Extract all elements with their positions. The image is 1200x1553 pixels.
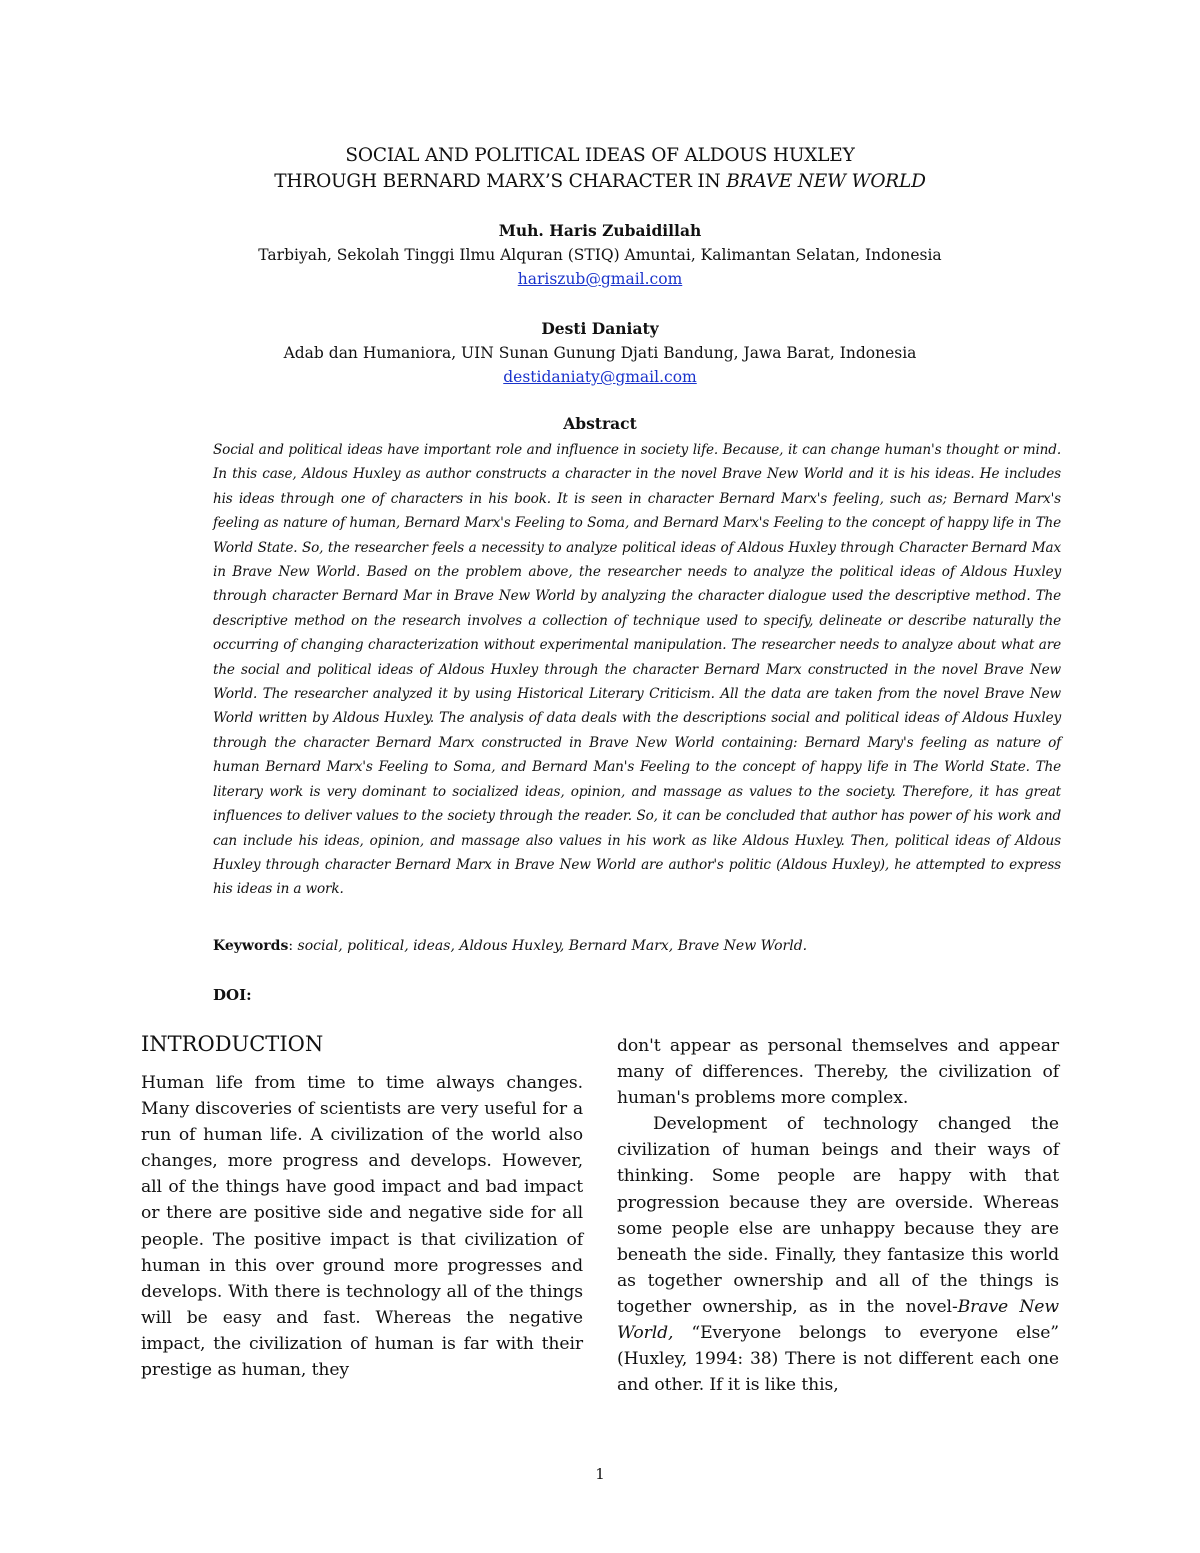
author-2 bbox=[140, 317, 1060, 389]
intro-paragraph-1-continued: don't appear as personal themselves and appear many of differences. Thereby, the civilization of human's problems more complex. bbox=[617, 1036, 1059, 1109]
intro-paragraph-1: Human life from time to time always changes. Many discoveries of scientists are very useful for a run of human life. A civilization of the world also changes, more progress and develops. However, all of the things have good impact and bad impact or there are positive side and negative side for all people. The positive impact is that civilization of human in this over ground more progresses and develops. With there is technology all of the things will be easy and fast. Whereas the negative impact, the civilization of human is far with their prestige as human, they bbox=[141, 1073, 583, 1381]
abstract-body: Social and political ideas have important role and influence in society life. Because, it can change human's thought or mind. In this case, Aldous Huxley as author constructs a character in the novel Brave New World and it is his ideas. He includes his ideas through one of characters in his book. It is seen in character Bernard Marx's feeling, such as; Bernard Marx's feeling as nature of human, Bernard Marx's Feeling to Soma, and Bernard Marx's Feeling to the concept of happy life in The World State. So, the researcher feels a necessity to analyze political ideas of Aldous Huxley through Character Bernard Max in Brave New World. Based on the problem above, the researcher needs to analyze the political ideas of Aldous Huxley through character Bernard Mar in Brave New World by analyzing the character dialogue used the descriptive method. The descriptive method on the research involves a collection of technique used to specify, delineate or describe naturally the occurring of changing characterization without experimental manipulation. The researcher needs to analyze about what are the social and political ideas of Aldous Huxley through the character Bernard Marx constructed in the novel Brave New World. The researcher analyzed it by using Historical Literary Criticism. All the data are taken from the novel Brave New World written by Aldous Huxley. The analysis of data deals with the descriptions social and political ideas of Aldous Huxley through the character Bernard Marx constructed in Brave New World containing: Bernard Mary's feeling as nature of human Bernard Marx's Feeling to Soma, and Bernard Man's Feeling to the concept of happy life in The World State. The literary work is very dominant to socialized ideas, opinion, and massage as values to the society. Therefore, it has great influences to deliver values to the society through the reader. So, it can be concluded that author has power of his work and can include his ideas, opinion, and massage also values in his work as like Aldous Huxley. Then, political ideas of Aldous Huxley through character Bernard Marx in Brave New World are author's politic (Aldous Huxley), he attempted to express his ideas in a work. bbox=[213, 442, 1061, 898]
title-line-1: SOCIAL AND POLITICAL IDEAS OF ALDOUS HUXLEY bbox=[345, 145, 855, 166]
author-email-link[interactable]: destidaniaty@gmail.com bbox=[503, 368, 697, 386]
intro-paragraph-2 bbox=[617, 1111, 1059, 1398]
title-line-2 bbox=[140, 169, 1060, 195]
title-line-2-italic: BRAVE NEW WORLD bbox=[726, 171, 926, 192]
left-column bbox=[141, 1030, 583, 1383]
keywords-label: Keywords bbox=[213, 938, 289, 954]
novel-title-italic: Brave New World, bbox=[617, 1296, 1059, 1344]
right-column bbox=[617, 1033, 1059, 1398]
keywords-text: social, political, ideas, Aldous Huxley, Bernard Marx, Brave New World. bbox=[297, 938, 808, 954]
author-affiliation: Adab dan Humaniora, UIN Sunan Gunung Djati Bandung, Jawa Barat, Indonesia bbox=[283, 344, 917, 362]
doi-label: DOI: bbox=[213, 986, 252, 1004]
author-name: Muh. Haris Zubaidillah bbox=[498, 221, 702, 240]
keywords-separator: : bbox=[288, 938, 298, 954]
title-line-2-prefix: THROUGH BERNARD MARX’S CHARACTER IN bbox=[274, 171, 727, 192]
section-heading-introduction: INTRODUCTION bbox=[141, 1032, 324, 1056]
author-name: Desti Daniaty bbox=[541, 319, 659, 338]
intro-paragraph-2-text: Development of technology changed the civilization of human beings and their ways of thinking. Some people are happy with that progression because they are overside. Whereas some people else are unhappy because they are beneath the side. Finally, they fantasize this world as together ownership and all of the things is together ownership, as in the novel- bbox=[617, 1114, 1059, 1317]
author-email-link[interactable]: hariszub@gmail.com bbox=[517, 270, 683, 288]
keywords bbox=[213, 935, 1061, 957]
paper-title bbox=[140, 143, 1060, 195]
author-affiliation: Tarbiyah, Sekolah Tinggi Ilmu Alquran (STIQ) Amuntai, Kalimantan Selatan, Indonesia bbox=[258, 246, 942, 264]
author-1 bbox=[140, 219, 1060, 291]
page-number: 1 bbox=[595, 1465, 605, 1483]
abstract-heading: Abstract bbox=[563, 414, 637, 433]
intro-paragraph-2-quote: “Everyone belongs to everyone else” (Huxley, 1994: 38) There is not different each one and other. If it is like this, bbox=[617, 1323, 1059, 1396]
